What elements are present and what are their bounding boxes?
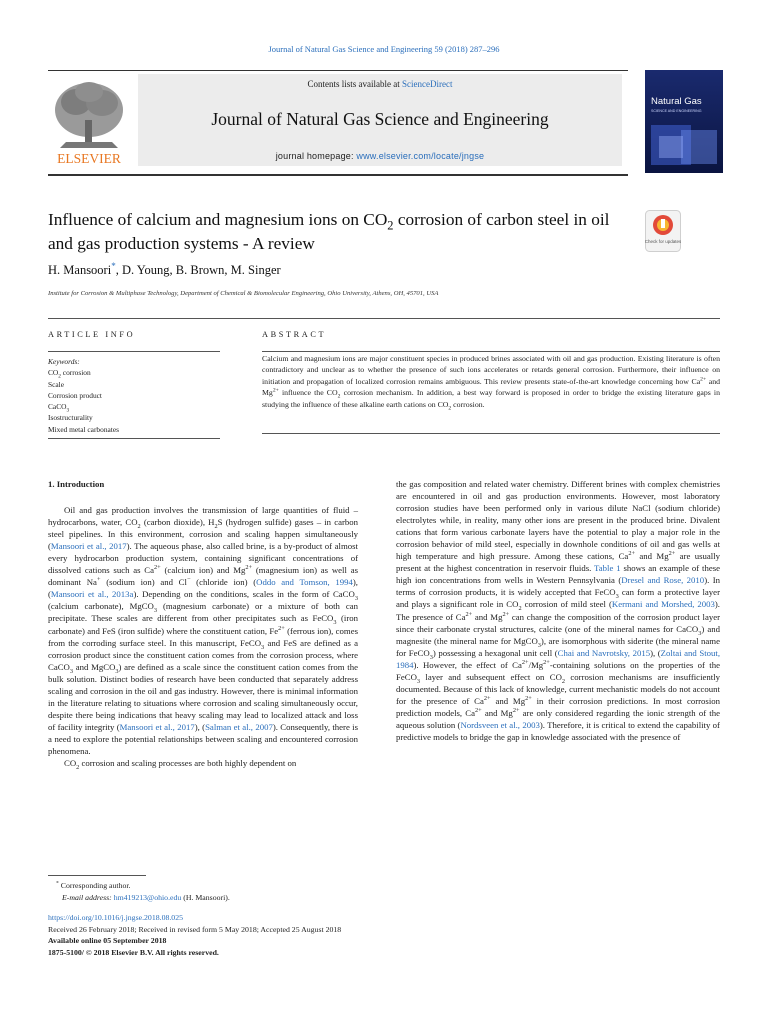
- divider: [48, 438, 220, 439]
- corresponding-mark[interactable]: *: [111, 260, 116, 271]
- divider: [48, 351, 220, 352]
- keyword: Corrosion product: [48, 390, 102, 400]
- paragraph: the gas composition and related water chemistry. Different brines with complex chemistries are encountered in oil and gas production environments. However, most laboratory corrosion studies have been performed only in various dilute NaCl (sodium chloride) electrolytes while, in reality, many other ions are present in the produced brine. Divalent cations that form various carbonate layers have the potential to play a major role in the corrosion behavior of mild steel, especially in downhole conditions of oil and gas wells at high temperature and high pressure. Among these cations, $Ca^{2+}$ and $Mg^{2+}$ are usually present at the highest concentration in reservoir fluids. Table 1 shows an example of these high ion concentrations from wells in Western Pennsylvania (Dresel and Rose, 2010). In terms of corrosion products, it is widely accepted that FeCO$_3$ can form a protective layer and plays a significant role in $CO_2$ corrosion of mild steel (Kermani and Morshed, 2003). The presence of $Ca^{2+}$ and $Mg^{2+}$ can change the composition of the corrosion product layer since their carbonate crystal structures, calcite (one of the mineral names for CaCO$_3$) and magnesite (the mineral name for MgCO$_3$), are isomorphous with siderite (the mineral name for FeCO$_3$) possessing a hexagonal unit cell (Chai and Navrotsky, 2015), (Zoltai and Stout, 1984). However, the effect of $Ca^{2+}/Mg^{2+}$-containing solutions on the properties of the FeCO$_3$ layer and subsequent effect on $CO_2$ corrosion mechanisms are insufficiently documented. Because of this lack of knowledge, current mechanistic models do not account for the presence of $Ca^{2+}$ and $Mg^{2+}$ in their corrosion predictions. In most corrosion prediction models, $Ca^{2+}$ and $Mg^{2+}$ are only considered regarding the ionic strength of the aqueous solution (Nordsveen et al., 2003). Therefore, it is critical to extend the capability of predictive models to bridge the gap in knowledge associated with the presence of: [396, 479, 721, 742]
- elsevier-logo[interactable]: [50, 76, 128, 168]
- citation-link[interactable]: Salman et al., 2007: [205, 721, 273, 732]
- citation-link[interactable]: Mansoori et al., 2013a: [50, 589, 134, 600]
- citation-link[interactable]: Zoltai and Stout, 1984: [396, 647, 721, 670]
- divider: [262, 433, 720, 434]
- copyright: 1875-5100/ © 2018 Elsevier B.V. All rights reserved.: [48, 947, 219, 957]
- citation-link[interactable]: Mansoori et al., 2017: [119, 721, 195, 732]
- keyword: $CO_2$ corrosion: [48, 368, 91, 380]
- keywords-list: [48, 356, 218, 435]
- keyword: CaCO$_3$: [48, 402, 70, 414]
- doi-link[interactable]: https://doi.org/10.1016/j.jngse.2018.08.025: [48, 913, 184, 922]
- contents-line: [138, 79, 622, 89]
- affiliation: Institute for Corrosion & Multiphase Technology, Department of Chemical & Biomolecular Engineering, Ohio University, Athens, OH, 45701, USA: [48, 290, 439, 297]
- journal-title[interactable]: Journal of Natural Gas Science and Engineering: [211, 109, 549, 129]
- citation-link[interactable]: Oddo and Tomson, 1994: [256, 577, 353, 588]
- citation-link[interactable]: Chai and Navrotsky, 2015: [557, 647, 651, 658]
- article-title: Influence of calcium and magnesium ions on $CO_2$ corrosion of carbon steel in oil and gas production systems - A review: [48, 210, 610, 253]
- homepage-line: [138, 151, 622, 161]
- abstract-text: Calcium and magnesium ions are major constituent species in produced brines associated with oil and gas production. Existing literature is often contradictory and unclear as to whether the presence of such ions accelerates or retards general corrosion. Furthermore, their influence on initiation and propagation of localized corrosion remains ambiguous. This review presents state-of-the-art knowledge concerning how $Ca^{2+}$ and $Mg^{2+}$ influence the $CO_2$ corrosion mechanism. In addition, a best way forward is proposed in order to bridge the existing literature gaps in studying the influence of these alkaline earth cations on $CO_2$ corrosion.: [262, 354, 720, 412]
- abstract-heading: ABSTRACT: [262, 330, 327, 339]
- citation-link[interactable]: Mansoori et al., 2017: [50, 541, 127, 552]
- author-link[interactable]: H. Mansoori: [48, 263, 112, 277]
- cover-subtitle: SCIENCE AND ENGINEERING: [651, 109, 702, 113]
- check-for-updates-icon: [645, 210, 681, 252]
- contents-prefix: Contents lists available at: [307, 79, 402, 89]
- elsevier-wordmark: ELSEVIER: [57, 151, 121, 166]
- journal-reference[interactable]: Journal of Natural Gas Science and Engineering 59 (2018) 287–296: [268, 44, 500, 54]
- footnotes: [48, 880, 448, 903]
- body-column-right: [396, 478, 720, 743]
- keywords-label: Keywords:: [48, 357, 80, 366]
- homepage-prefix: journal homepage:: [275, 151, 357, 161]
- paragraph: $CO_2$ corrosion and scaling processes are both highly dependent on: [64, 758, 297, 771]
- check-updates-label: Check for updates: [645, 239, 681, 244]
- citation-link[interactable]: Nordsveen et al., 2003: [460, 719, 540, 730]
- citation-link[interactable]: Kermani and Morshed, 2003: [611, 599, 715, 610]
- keyword: Isostructurality: [48, 413, 93, 423]
- corresponding-author-note: * Corresponding author.: [56, 880, 131, 890]
- check-for-updates-badge[interactable]: [645, 210, 681, 252]
- article-info-heading: ARTICLE INFO: [48, 330, 136, 339]
- paragraph: Oil and gas production involves the transmission of large quantities of fluid – hydrocarbons, water, $CO_2$ (carbon dioxide), $H_2S$ (hydrogen sulfide) gases – in carbon steel pipelines. In this environment, corrosion and scaling happen simultaneously (Mansoori et al., 2017). The aqueous phase, also called brine, is a by-product of almost every hydrocarbon production system, containing significant concentrations of dissolved cations such as $Ca^{2+}$ (calcium ion) and $Mg^{2+}$ (magnesium ion) as well as dominant Na+ (sodium ion) and Cl− (chloride ion) (Oddo and Tomson, 1994), (Mansoori et al., 2013a). Depending on the conditions, scales in the form of CaCO$_3$ (calcium carbonate), MgCO$_3$ (magnesium carbonate) or a mixture of both can precipitate. These scales are different from other precipitates such as FeCO$_3$ (iron carbonate) and FeS (iron sulfide) where the constituent cation, $Fe^{2+}$ (ferrous ion), comes from the corroding surface steel. In this manuscript, FeCO$_3$ and FeS are defined as a corrosion product since the constituent cation comes from the corrosion process, where CaCO$_3$ and MgCO$_3$) are defined as a scale since the constituent cation comes from the bulk solution. Distinct bodies of research have been conducted that separately address scaling and corrosion in the oil and gas industry. However, there is minimal information in the literature relating to situations where corrosion and scaling simultaneously occur, despite there being indications that heavy scaling may lead to localized attack and loss of facility integrity (Mansoori et al., 2017), (Salman et al., 2007). Consequently, there is a need to explore the potential relationships between scaling and encountered corrosion phenomena.: [48, 505, 358, 756]
- author-list: H. Mansoori*, D. Young, B. Brown, M. Singer: [48, 260, 281, 277]
- received-dates: Received 26 February 2018; Received in revised form 5 May 2018; Accepted 25 August 2018: [48, 924, 342, 934]
- divider: [262, 351, 720, 352]
- keyword: Mixed metal carbonates: [48, 424, 120, 434]
- sciencedirect-link[interactable]: ScienceDirect: [402, 79, 453, 89]
- section-heading: 1. Introduction: [48, 479, 105, 489]
- body-column-left: [48, 478, 358, 769]
- citation-link[interactable]: Dresel and Rose, 2010: [621, 575, 705, 586]
- publication-info: [48, 912, 548, 958]
- homepage-link[interactable]: www.elsevier.com/locate/jngse: [356, 151, 485, 161]
- elsevier-tree-icon: [50, 76, 128, 168]
- journal-cover-image: [645, 70, 723, 173]
- footnote-divider: [48, 875, 146, 876]
- divider: [48, 318, 720, 319]
- email-note: E-mail address: hm419213@ohio.edu (H. Mansoori).: [62, 892, 230, 902]
- cover-title: Natural Gas: [651, 96, 702, 107]
- table-link[interactable]: Table 1: [594, 563, 621, 574]
- keyword: Scale: [48, 379, 65, 389]
- email-link[interactable]: hm419213@ohio.edu: [113, 892, 182, 902]
- available-online: Available online 05 September 2018: [48, 936, 167, 945]
- journal-cover[interactable]: [645, 70, 723, 173]
